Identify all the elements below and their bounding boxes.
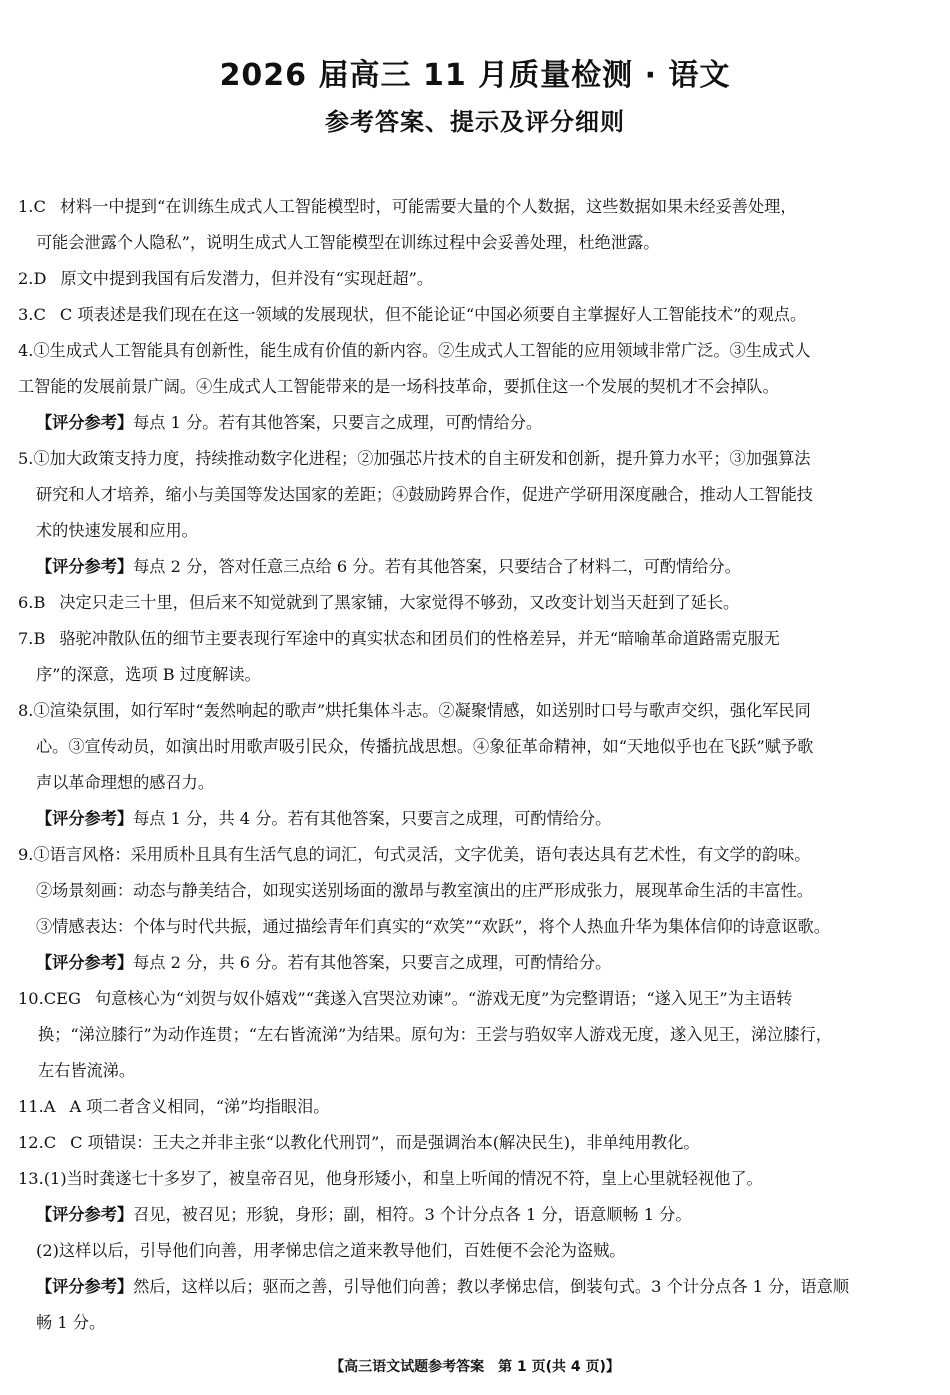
answer-text: 5.①加大政策支持力度，持续推动数字化进程；②加强芯片技术的自主研发和创新，提升算力水平；③加强算法: [18, 449, 811, 468]
answer-line: [18, 1125, 936, 1161]
answer-number: 1.C: [18, 197, 46, 216]
answer-text: 原文中提到我国有后发潜力，但并没有“实现赶超”。: [60, 269, 434, 288]
answer-text: (2)这样以后，引导他们向善，用孝悌忠信之道来教导他们，百姓便不会沦为盗贼。: [36, 1241, 626, 1260]
scoring-label: 【评分参考】: [36, 413, 134, 432]
scoring-text: 每点 1 分，共 4 分。若有其他答案，只要言之成理，可酌情给分。: [133, 809, 612, 828]
answer-line: [18, 1017, 936, 1053]
answer-text: 术的快速发展和应用。: [36, 521, 198, 540]
answer-text: 骆驼冲散队伍的细节主要表现行军途中的真实状态和团员们的性格差异，并无“暗喻革命道路需克服无: [59, 629, 780, 648]
scoring-label: 【评分参考】: [36, 953, 134, 972]
answer-line: [18, 1233, 936, 1269]
answer-line: [18, 693, 936, 729]
scoring-line: [18, 1269, 936, 1305]
page-subtitle: 参考答案、提示及评分细则: [325, 108, 625, 136]
answer-line: [18, 585, 936, 621]
answer-text: 左右皆流涕。: [38, 1061, 136, 1080]
scoring-label: 【评分参考】: [36, 1205, 134, 1224]
answer-line: [18, 369, 936, 405]
answer-line: [18, 1161, 936, 1197]
scoring-line: [18, 1197, 936, 1233]
answer-number: 3.C: [18, 305, 46, 324]
answer-text: 8.①渲染氛围，如行军时“轰然响起的歌声”烘托集体斗志。②凝聚情感，如送别时口号与歌声交织，强化军民同: [18, 701, 811, 720]
answer-text: 心。③宣传动员，如演出时用歌声吸引民众，传播抗战思想。④象征革命精神，如“天地似乎也在飞跃”赋予歌: [36, 737, 814, 756]
answer-text: 13.(1)当时龚遂七十多岁了，被皇帝召见，他身形矮小，和皇上听闻的情况不符，皇上心里就轻视他了。: [18, 1169, 763, 1188]
answer-text: 研究和人才培养，缩小与美国等发达国家的差距；④鼓励跨界合作，促进产学研用深度融合，推动人工智能技: [36, 485, 813, 504]
answer-line: [18, 513, 936, 549]
scoring-line: [18, 801, 936, 837]
answer-line: [18, 837, 936, 873]
answer-text: 工智能的发展前景广阔。④生成式人工智能带来的是一场科技革命，要抓住这一个发展的契机才不会掉队。: [18, 377, 779, 396]
answer-text: 序”的深意，选项 B 过度解读。: [36, 665, 261, 684]
scoring-text: 每点 1 分。若有其他答案，只要言之成理，可酌情给分。: [133, 413, 543, 432]
answer-number: 12.C: [18, 1133, 57, 1152]
answer-text: A 项二者含义相同，“涕”均指眼泪。: [69, 1097, 330, 1116]
answer-line: [18, 261, 936, 297]
answer-text: 材料一中提到“在训练生成式人工智能模型时，可能需要大量的个人数据，这些数据如果未经妥善处理，: [59, 197, 797, 216]
answer-line: [18, 873, 936, 909]
page-title: 2026 届高三 11 月质量检测 · 语文: [219, 58, 731, 93]
answer-number: 11.A: [18, 1097, 56, 1116]
answer-line: [18, 729, 936, 765]
answer-list: [18, 189, 936, 1341]
answer-line: [18, 477, 936, 513]
answer-text: ②场景刻画：动态与静美结合，如现实送别场面的激昂与教室演出的庄严形成张力，展现革命生活的丰富性。: [36, 881, 813, 900]
answer-text: 声以革命理想的感召力。: [36, 773, 215, 792]
scoring-text: 每点 2 分，答对任意三点给 6 分。若有其他答案，只要结合了材料二，可酌情给分。: [133, 557, 741, 576]
answer-text: 9.①语言风格：采用质朴且具有生活气息的词汇，句式灵活，文字优美，语句表达具有艺术性，有文学的韵味。: [18, 845, 811, 864]
answer-number: 6.B: [18, 593, 46, 612]
scoring-label: 【评分参考】: [36, 557, 134, 576]
page-footer: 【高三语文试题参考答案 第 1 页(共 4 页)】: [330, 1359, 620, 1375]
scoring-text: 每点 2 分，共 6 分。若有其他答案，只要言之成理，可酌情给分。: [133, 953, 612, 972]
answer-number: 10.CEG: [18, 989, 81, 1008]
scoring-line: [18, 945, 936, 981]
answer-text: ③情感表达：个体与时代共振，通过描绘青年们真实的“欢笑”“欢跃”，将个人热血升华为集体信仰的诗意讴歌。: [36, 917, 830, 936]
answer-text: 换；“涕泣膝行”为动作连贯；“左右皆流涕”为结果。原句为：王尝与驺奴宰人游戏无度，遂入见王，涕泣膝行，: [38, 1025, 832, 1044]
scoring-text: 召见，被召见；形貌，身形；副，相符。3 个计分点各 1 分，语意顺畅 1 分。: [133, 1205, 692, 1224]
answer-text: 决定只走三十里，但后来不知觉就到了黑家铺，大家觉得不够劲，又改变计划当天赶到了延长。: [59, 593, 740, 612]
answer-text: 可能会泄露个人隐私”，说明生成式人工智能模型在训练过程中会妥善处理，杜绝泄露。: [36, 233, 660, 252]
answer-line: [18, 621, 936, 657]
answer-line: [18, 909, 936, 945]
scoring-label: 【评分参考】: [36, 1277, 134, 1296]
answer-line: [18, 657, 936, 693]
scoring-label: 【评分参考】: [36, 809, 134, 828]
answer-text: 句意核心为“刘贺与奴仆嬉戏”“龚遂入宫哭泣劝谏”。“游戏无度”为完整谓语；“遂入见王”为主语转: [94, 989, 793, 1008]
answer-text: C 项错误：王夫之并非主张“以教化代刑罚”，而是强调治本(解决民生)，非单纯用教化。: [70, 1133, 700, 1152]
scoring-line: [18, 405, 936, 441]
answer-number: 2.D: [18, 269, 47, 288]
answer-text: C 项表述是我们现在在这一领域的发展现状，但不能论证“中国必须要自主掌握好人工智能技术”的观点。: [59, 305, 807, 324]
scoring-line: [18, 549, 936, 585]
answer-line: [18, 1089, 936, 1125]
answer-line: [18, 765, 936, 801]
scoring-text: 然后，这样以后；驱而之善，引导他们向善；教以孝悌忠信，倒装句式。3 个计分点各 1 分，语意顺: [133, 1277, 850, 1296]
answer-line: [18, 981, 936, 1017]
answer-line: [18, 297, 936, 333]
answer-line: [18, 1053, 936, 1089]
answer-line: [18, 225, 936, 261]
answer-line: [18, 333, 936, 369]
answer-line: [18, 1305, 936, 1341]
answer-text: 4.①生成式人工智能具有创新性，能生成有价值的新内容。②生成式人工智能的应用领域非常广泛。③生成式人: [18, 341, 811, 360]
answer-number: 7.B: [18, 629, 46, 648]
answer-line: [18, 441, 936, 477]
answer-text: 畅 1 分。: [36, 1313, 106, 1332]
answer-line: [18, 189, 936, 225]
